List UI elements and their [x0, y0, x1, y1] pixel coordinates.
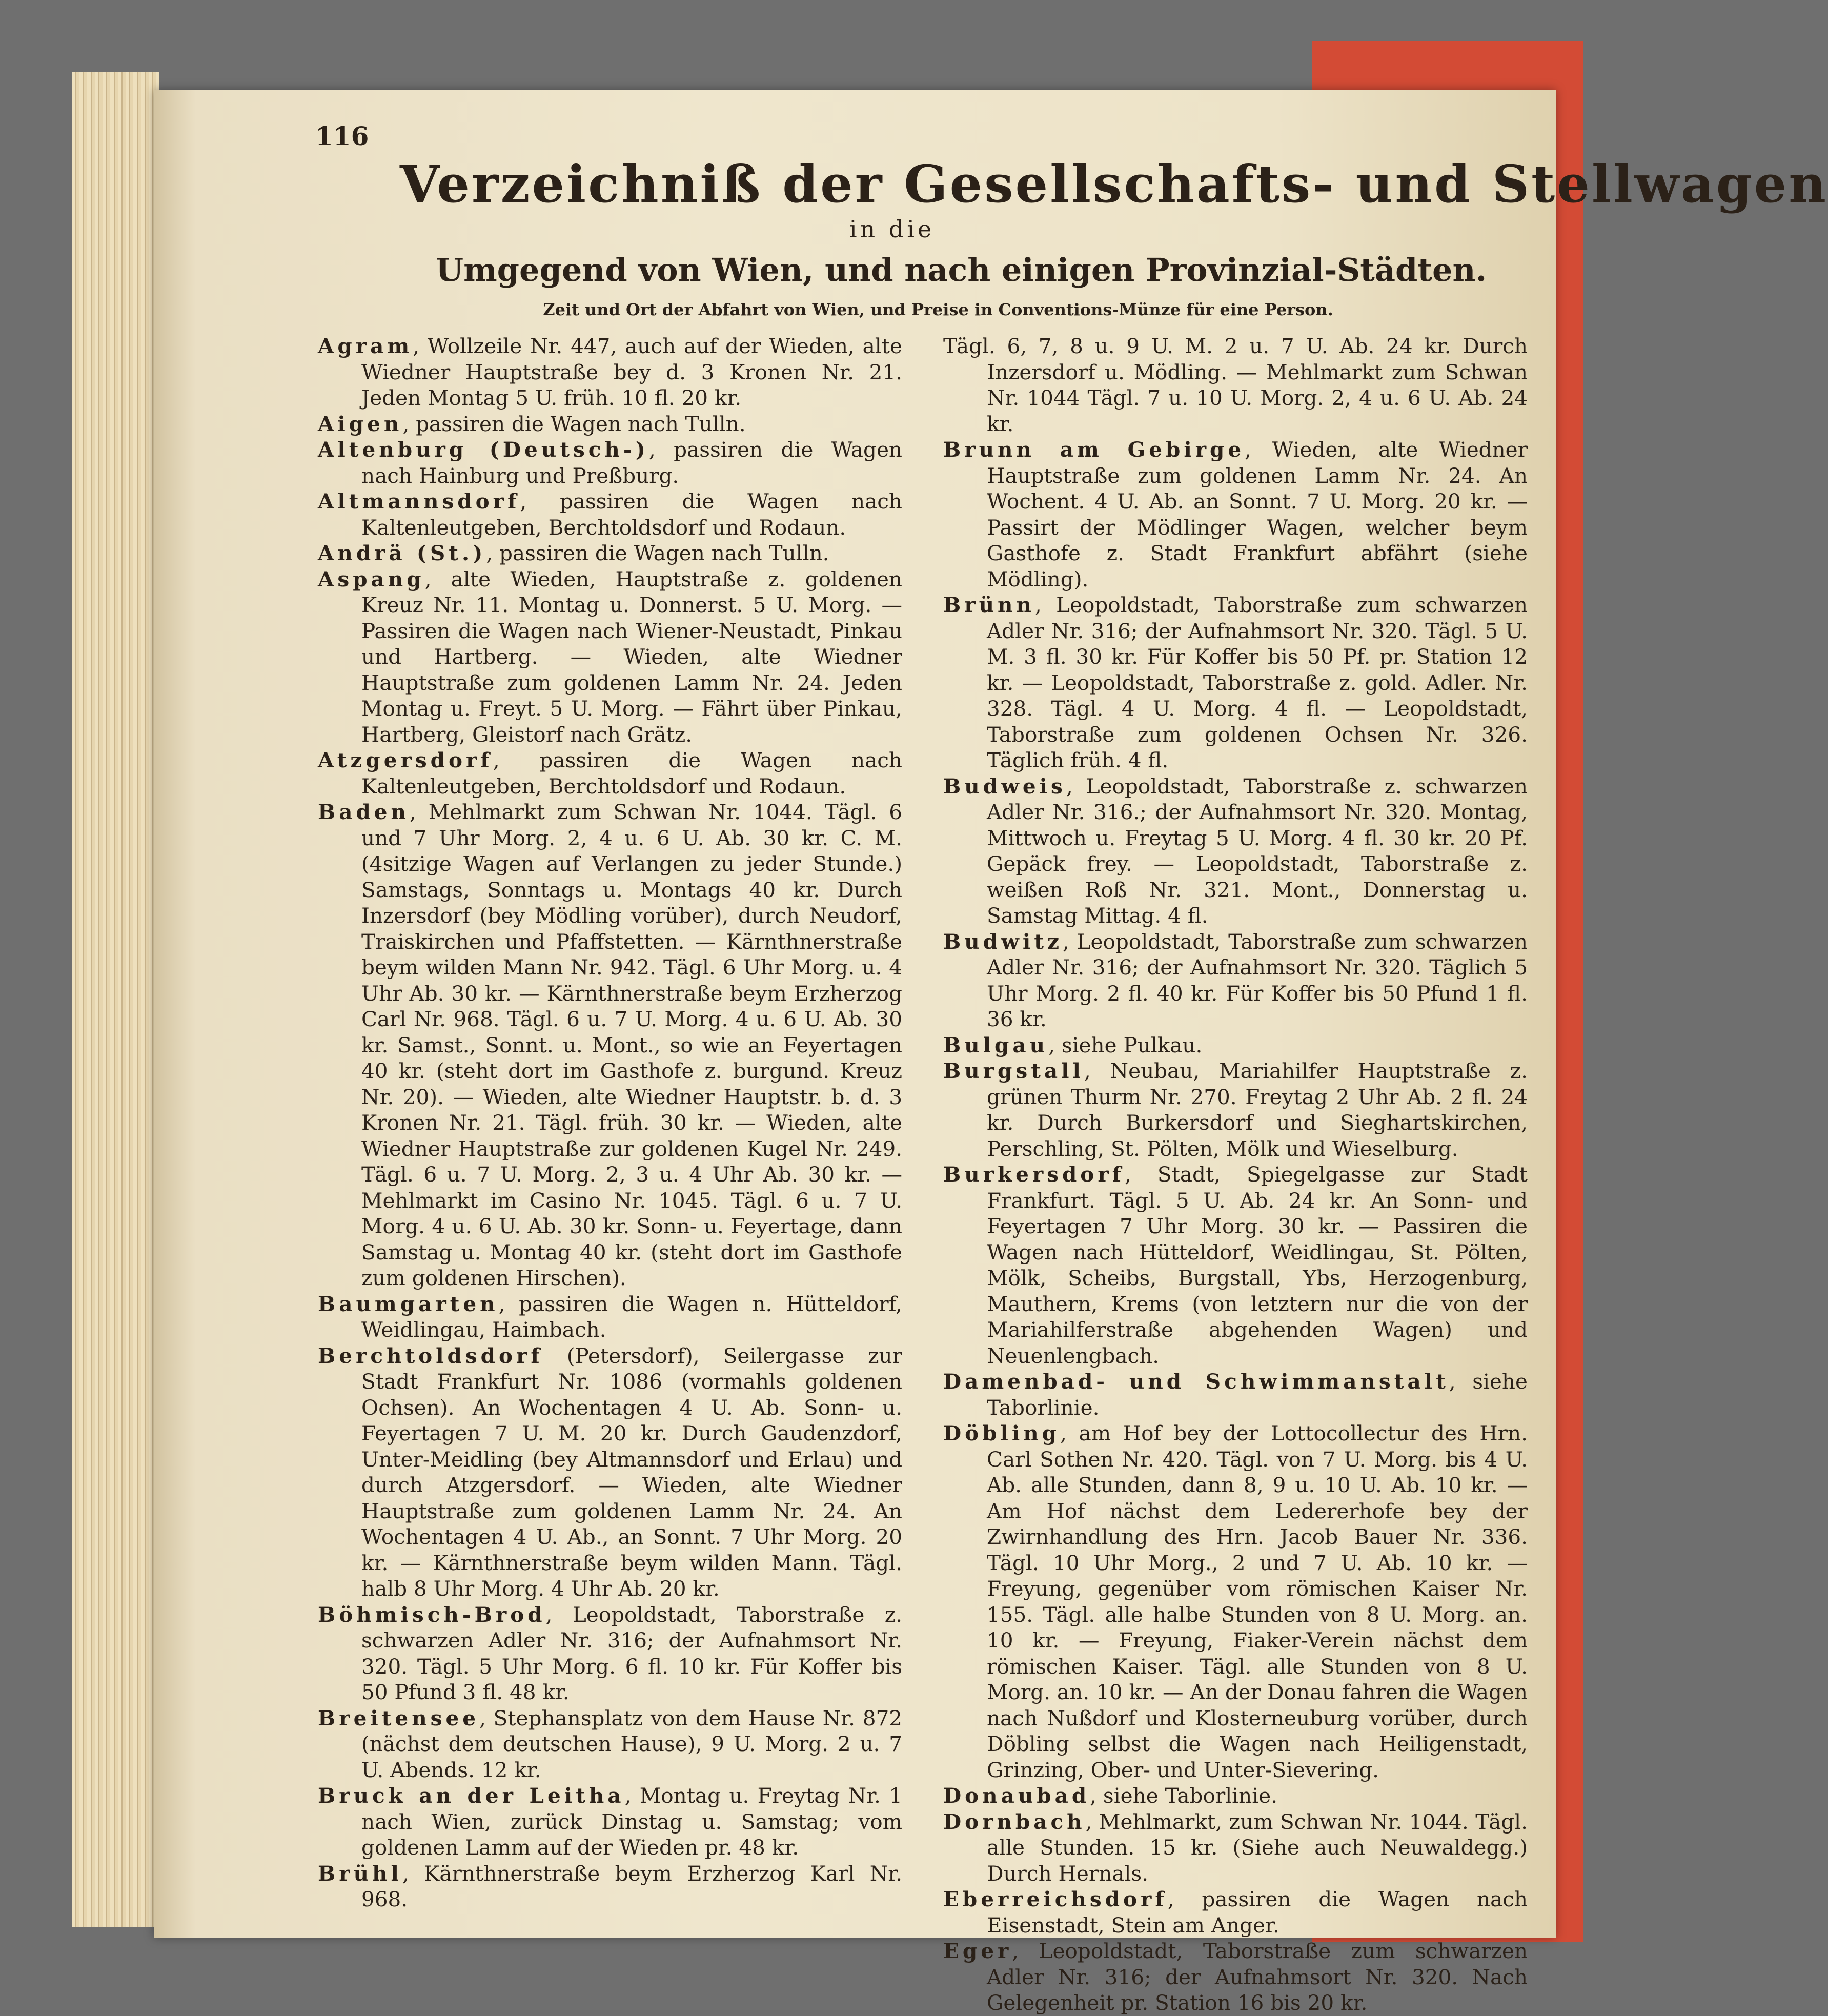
entry-place-name: Altmannsdorf [318, 489, 520, 514]
entry-place-name: Bulgau [943, 1032, 1049, 1057]
directory-entry [318, 411, 902, 437]
entry-place-name: Dornbach [943, 1809, 1086, 1834]
entry-text: , Wieden, alte Wiedner Hauptstraße zum goldenen Lamm Nr. 24. An Wochent. 4 U. Ab. an Sonnt. 7 U. Morg. 20 kr. — Passirt der Mödlinger Wagen, welcher beym Gasthofe z. Stadt Frankfurt abfährt (siehe Mödling). [987, 437, 1528, 592]
entry-text: , siehe Taborlinie. [987, 1369, 1528, 1420]
entry-place-name: Burgstall [943, 1058, 1084, 1083]
entry-text: , Leopoldstadt, Taborstraße z. schwarzen Adler Nr. 316; der Aufnahmsort Nr. 320. Tägl. 5 Uhr Morg. 6 fl. 10 kr. Für Koffer bis 50 Pfund 3 fl. 48 kr. [361, 1602, 902, 1704]
entry-text: , Leopoldstadt, Taborstraße z. schwarzen Adler Nr. 316.; der Aufnahmsort Nr. 320. Montag, Mittwoch u. Freytag 5 U. Morg. 4 fl. 30 kr. 20 Pf. Gepäck frey. — Leopoldstadt, Taborstraße z. weißen Roß Nr. 321. Mont., Donnerstag u. Samstag Mittag. 4 fl. [987, 773, 1528, 928]
directory-entry [943, 437, 1528, 592]
entry-place-name: Eger [943, 1939, 1012, 1963]
left-column [318, 333, 902, 1912]
entry-text: , Stephansplatz von dem Hause Nr. 872 (nächst dem deutschen Hause), 9 U. Morg. 2 u. 7 U. Abends. 12 kr. [361, 1705, 902, 1782]
directory-entry [318, 1783, 902, 1861]
entry-text: , siehe Pulkau. [1048, 1032, 1203, 1057]
entry-place-name: Brünn [943, 593, 1035, 617]
entry-text: (Petersdorf), Seilergasse zur Stadt Frankfurt Nr. 1086 (vormahls goldenen Ochsen). An Wochentagen 4 U. Ab. Sonn- u. Feyertagen 7 U. M. 20 kr. Durch Gaudenzdorf, Unter-Meidling (bey Altmannsdorf und Erlau) und durch Atzgersdorf. — Wieden, alte Wiedner Hauptstraße zum goldenen Lamm Nr. 24. An Wochentagen 4 U. Ab., an Sonnt. 7 Uhr Morg. 20 kr. — Kärnthnerstraße beym wilden Mann. Tägl. halb 8 Uhr Morg. 4 Uhr Ab. 20 kr. [361, 1343, 902, 1601]
entry-text: , Wollzeile Nr. 447, auch auf der Wieden, alte Wiedner Hauptstraße bey d. 3 Kronen Nr. 21. Jeden Montag 5 U. früh. 10 fl. 20 kr. [361, 334, 902, 410]
entry-text: , passiren die Wagen nach Kaltenleutgeben, Berchtoldsdorf und Rodaun. [361, 489, 902, 540]
entry-text: , Stadt, Spiegelgasse zur Stadt Frankfurt. Tägl. 5 U. Ab. 24 kr. An Sonn- und Feyertagen 7 Uhr Morg. 30 kr. — Passiren die Wagen nach Hütteldorf, Weidlingau, St. Pölten, Mölk, Scheibs, Burgstall, Ybs, Herzogenburg, Mauthern, Krems (von letztern nur die von der Mariahilferstraße abgehenden Wagen) und Neuenlengbach. [987, 1162, 1528, 1368]
directory-entry [943, 592, 1528, 773]
entry-text: , Leopoldstadt, Taborstraße zum schwarzen Adler Nr. 316; der Aufnahmsort Nr. 320. Tägl. 5 U. M. 3 fl. 30 kr. Für Koffer bis 50 Pf. pr. Station 12 kr. — Leopoldstadt, Taborstraße z. gold. Adler. Nr. 328. Tägl. 4 U. Morg. 4 fl. — Leopoldstadt, Taborstraße zum goldenen Ochsen Nr. 326. Täglich früh. 4 fl. [987, 593, 1528, 772]
entry-text: , Neubau, Mariahilfer Hauptstraße z. grünen Thurm Nr. 270. Freytag 2 Uhr Ab. 2 fl. 24 kr. Durch Burkersdorf und Sieghartskirchen, Perschling, St. Pölten, Mölk und Wieselburg. [987, 1058, 1528, 1161]
entry-text: , passiren die Wagen nach Eisenstadt, Stein am Anger. [987, 1887, 1528, 1938]
entry-place-name: Eberreichsdorf [943, 1887, 1168, 1911]
entry-place-name: Budwitz [943, 929, 1063, 954]
directory-entry [943, 773, 1528, 929]
entry-text: , passiren die Wagen n. Hütteldorf, Weidlingau, Haimbach. [361, 1291, 902, 1342]
directory-entry [943, 333, 1528, 437]
entry-text: , Montag u. Freytag Nr. 1 nach Wien, zurück Dinstag u. Samstag; vom goldenen Lamm auf der Wieden pr. 48 kr. [361, 1783, 902, 1860]
directory-entry [318, 566, 902, 748]
directory-entry [943, 929, 1528, 1032]
entry-place-name: Bruck an der Leitha [318, 1783, 625, 1808]
directory-entry [318, 1861, 902, 1912]
directory-entry [943, 1886, 1528, 1938]
page-number: 116 [315, 121, 369, 151]
entry-place-name: Brühl [318, 1861, 402, 1886]
entry-text: , Kärnthnerstraße beym Erzherzog Karl Nr. 968. [361, 1861, 902, 1911]
entry-text: , passiren die Wagen nach Tulln. [486, 541, 829, 565]
entry-place-name: Aigen [318, 411, 403, 436]
directory-entry [943, 1369, 1528, 1420]
entry-place-name: Döbling [943, 1421, 1060, 1445]
directory-entry [943, 1783, 1528, 1809]
directory-entry [318, 540, 902, 566]
directory-entry [943, 1809, 1528, 1887]
entry-place-name: Berchtoldsdorf [318, 1343, 543, 1368]
directory-entry [318, 1291, 902, 1343]
directory-entry [318, 437, 902, 488]
entry-place-name: Budweis [943, 773, 1066, 799]
directory-entry [943, 1032, 1528, 1058]
directory-entry [318, 747, 902, 799]
entry-text: , passiren die Wagen nach Kaltenleutgeben, Berchtoldsdorf und Rodaun. [361, 748, 902, 799]
directory-entry [943, 1162, 1528, 1369]
subtitle-region: Umgegend von Wien, und nach einigen Provinzial-Städten. [436, 251, 1487, 289]
right-column [943, 333, 1528, 2016]
entry-text: , siehe Taborlinie. [1090, 1783, 1278, 1808]
entry-text: , am Hof bey der Lottocollectur des Hrn. Carl Sothen Nr. 420. Tägl. von 7 U. Morg. bis 4 U. Ab. alle Stunden, dann 8, 9 u. 10 U. Ab. 10 kr. — Am Hof nächst dem Ledererhofe bey der Zwirnhandlung des Hrn. Jacob Bauer Nr. 336. Tägl. 10 Uhr Morg., 2 und 7 U. Ab. 10 kr. — Freyung, gegenüber vom römischen Kaiser Nr. 155. Tägl. alle halbe Stunden von 8 U. Morg. an. 10 kr. — Freyung, Fiaker-Verein nächst dem römischen Kaiser. Tägl. alle Stunden von 8 U. Morg. an. 10 kr. — An der Donau fahren die Wagen nach Nußdorf und Klosterneuburg vorüber, durch Döbling selbst die Wagen nach Heiligenstadt, Grinzing, Ober- und Unter-Sievering. [987, 1421, 1528, 1782]
entry-place-name: Baden [318, 800, 410, 824]
entry-text: , passiren die Wagen nach Tulln. [402, 411, 746, 436]
entry-place-name: Böhmisch-Brod [318, 1602, 546, 1627]
entry-place-name: Donaubad [943, 1783, 1090, 1808]
directory-entry [943, 1938, 1528, 2016]
subtitle-in-die: in die [849, 215, 935, 243]
directory-entry [318, 488, 902, 540]
entry-place-name: Altenburg (Deutsch-) [318, 437, 649, 462]
directory-entry [318, 1705, 902, 1783]
page-title: Verzeichniß der Gesellschafts- und Stellwagen [400, 154, 1828, 214]
entry-place-name: Brunn am Gebirge [943, 437, 1245, 462]
entry-text: , alte Wieden, Hauptstraße z. goldenen Kreuz Nr. 11. Montag u. Donnerst. 5 U. Morg. — Passiren die Wagen nach Wiener-Neustadt, Pinkau und Hartberg. — Wieden, alte Wiedner Hauptstraße zum goldenen Lamm Nr. 24. Jeden Montag u. Freyt. 5 U. Morg. — Fährt über Pinkau, Hartberg, Gleistorf nach Grätz. [361, 566, 902, 747]
page-edges [72, 72, 159, 1927]
entry-text: , Leopoldstadt, Taborstraße zum schwarzen Adler Nr. 316; der Aufnahmsort Nr. 320. Nach Gelegenheit pr. Station 16 bis 20 kr. [987, 1939, 1528, 2015]
entry-text: , passiren die Wagen nach Hainburg und Preßburg. [361, 437, 902, 488]
entry-place-name: Andrä (St.) [318, 541, 486, 565]
entry-text: , Mehlmarkt, zum Schwan Nr. 1044. Tägl. alle Stunden. 15 kr. (Siehe auch Neuwaldegg.) Durch Hernals. [987, 1809, 1528, 1886]
entry-text: , Leopoldstadt, Taborstraße zum schwarzen Adler Nr. 316; der Aufnahmsort Nr. 320. Täglich 5 Uhr Morg. 2 fl. 40 kr. Für Koffer bis 50 Pfund 1 fl. 36 kr. [987, 929, 1528, 1031]
entry-place-name: Agram [318, 334, 413, 358]
entry-place-name: Burkersdorf [943, 1162, 1125, 1187]
entry-place-name: Breitensee [318, 1705, 479, 1730]
directory-entry [318, 1602, 902, 1705]
directory-entry [318, 1343, 902, 1602]
directory-entry [318, 799, 902, 1291]
entry-place-name: Damenbad- und Schwimmanstalt [943, 1369, 1449, 1394]
directory-entry [943, 1420, 1528, 1783]
directory-entry [318, 333, 902, 411]
entry-place-name: Atzgersdorf [318, 748, 493, 772]
directory-entry [943, 1058, 1528, 1162]
entry-text: Tägl. 6, 7, 8 u. 9 U. M. 2 u. 7 U. Ab. 24 kr. Durch Inzersdorf u. Mödling. — Mehlmarkt zum Schwan Nr. 1044 Tägl. 7 u. 10 U. Morg. 2, 4 u. 6 U. Ab. 24 kr. [943, 334, 1528, 436]
subtitle-note: Zeit und Ort der Abfahrt von Wien, und Preise in Conventions-Münze für eine Person. [543, 300, 1333, 319]
entry-text: , Mehlmarkt zum Schwan Nr. 1044. Tägl. 6 und 7 Uhr Morg. 2, 4 u. 6 U. Ab. 30 kr. C. M. (4sitzige Wagen auf Verlangen zu jeder Stunde.) Samstags, Sonntags u. Montags 40 kr. Durch Inzersdorf (bey Mödling vorüber), durch Neudorf, Traiskirchen und Pfaffstetten. — Kärnthnerstraße beym wilden Mann Nr. 942. Tägl. 6 Uhr Morg. u. 4 Uhr Ab. 30 kr. — Kärnthnerstraße beym Erzherzog Carl Nr. 968. Tägl. 6 u. 7 U. Morg. 4 u. 6 U. Ab. 30 kr. Samst., Sonnt. u. Mont., so wie an Feyertagen 40 kr. (steht dort im Gasthofe z. burgund. Kreuz Nr. 20). — Wieden, alte Wiedner Hauptstr. b. d. 3 Kronen Nr. 21. Tägl. früh. 30 kr. — Wieden, alte Wiedner Hauptstraße zur goldenen Kugel Nr. 249. Tägl. 6 u. 7 U. Morg. 2, 3 u. 4 Uhr Ab. 30 kr. — Mehlmarkt im Casino Nr. 1045. Tägl. 6 u. 7 U. Morg. 4 u. 6 U. Ab. 30 kr. Sonn- u. Feyertage, dann Samstag u. Montag 40 kr. (steht dort im Gasthofe zum goldenen Hirschen). [361, 800, 902, 1290]
entry-place-name: Baumgarten [318, 1291, 499, 1316]
entry-place-name: Aspang [318, 566, 425, 592]
